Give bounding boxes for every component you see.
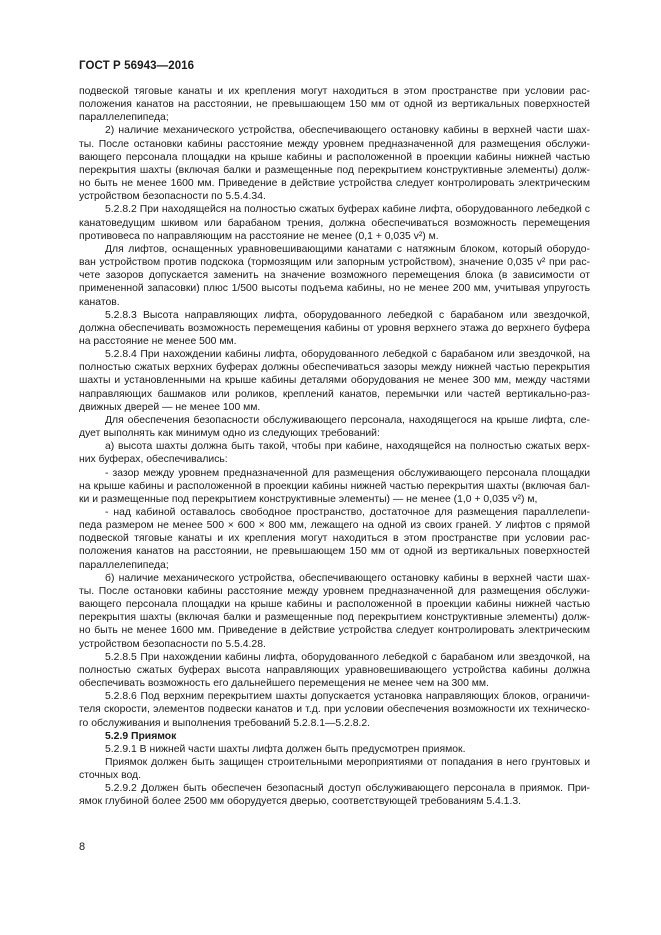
paragraph-5-2-8-4: 5.2.8.4 При нахождении кабины лифта, оборудованного лебедкой с барабаном или звездочкой, на полностью сжатых верхних буферах должны обеспечиваться зазоры между нижней частью перекрытия шахты и установленными на крыше кабины деталями оборудования не менее 300 мм, между частями направляющих башмаков или роликов, креплений канатов, перемычки или частей вертикально-раз-движных дверей — не менее 100 мм. — [79, 349, 590, 413]
paragraph-continuation: подвеской тяговые канаты и их крепления могут находиться в этом пространстве при условии рас-положения канатов на расстоянии, не превышающем 150 мм от одной из вертикальных поверхностей параллелепипеда; — [79, 86, 590, 124]
paragraph-pit-protection: Приямок должен быть защищен строительными мероприятиями от попадания в него грунтовых и сточных вод. — [79, 756, 590, 782]
paragraph-safety-requirements: Для обеспечения безопасности обслуживающего персонала, находящегося на крыше лифта, сле-дует выполнять как минимум одно из следующих требований: — [79, 414, 590, 440]
paragraph-5-2-8-3: 5.2.8.3 Высота направляющих лифта, оборудованного лебедкой с барабаном или звездочкой, должна обеспечивать возможность перемещения кабины от уровня верхнего этажа до верхнего буфера на расстояние не менее 500 мм. — [79, 309, 590, 347]
page-number: 8 — [79, 841, 86, 853]
paragraph-compensating-ropes: Для лифтов, оснащенных уравновешивающими канатами с натяжным блоком, который оборудо-ван устройством против подскока (тормозящим или запорным устройством), значение 0,035 v² при рас-чете зазоров допускается заменить на значение возможного перемещения блока (в зависимости от примененной запасовки) плюс 1/500 высоты подъема кабины, но не менее 200 мм, учитывая упругость канатов. — [79, 243, 590, 308]
paragraph-5-2-9-1: 5.2.9.1 В нижней части шахты лифта должен быть предусмотрен приямок. — [105, 743, 466, 755]
paragraph-5-2-8-5: 5.2.8.5 При нахождении кабины лифта, оборудованного лебедкой с барабаном или звездочкой, на полностью сжатых буферах высота направляющих уравновешивающего устройства кабины должна обеспечивать возможность его дальнейшего перемещения не менее чем на 300 мм. — [79, 651, 590, 690]
document-code: ГОСТ Р 56943—2016 — [79, 60, 195, 72]
paragraph-item-2: 2) наличие механического устройства, обеспечивающего остановку кабины в верхней части шах-ты. После остановки кабины расстояние между уровнем предназначенной для размещения обслужи-вающего персонала площадки на крыше кабины и расположенной в проекции кабины нижней частью перекрытия шахты (включая балки и размещенные под перекрытием конструктивные элементы) долж-но быть не менее 1600 мм. Приведение в действие устройства следует контролировать электрическим устройством безопасности по 5.5.4.34. — [79, 125, 590, 203]
body-text — [79, 85, 590, 809]
section-heading-pit: 5.2.9 Приямок — [105, 730, 177, 742]
paragraph-5-2-8-6: 5.2.8.6 Под верхним перекрытием шахты допускается установка направляющих блоков, ограничи-теля скорости, элементов подвески канатов и т.д. при условии обеспечения возможности их техническо-го обслуживания и выполнения требований 5.2.8.1—5.2.8.2. — [79, 691, 590, 729]
paragraph-item-b: б) наличие механического устройства, обеспечивающего остановку кабины в верхней части шах-ты. После остановки кабины расстояние между уровнем предназначенной для размещения обслужи-вающего персонала площадки на крыше кабины и расположенной в проекции кабины нижней частью перекрытия шахты (включая балки и размещенные под перекрытием конструктивные элементы) долж-но быть не менее 1600 мм. Приведение в действие устройства следует контролировать электрическим устройством безопасности по 5.5.4.28. — [79, 572, 590, 650]
paragraph-item-a: а) высота шахты должна быть такой, чтобы при кабине, находящейся на полностью сжатых верх-них буферах, обеспечивались: — [79, 441, 590, 466]
paragraph-dash-clearance: - зазор между уровнем предназначенной для размещения обслуживающего персонала площадки на крыше кабины и расположенной в проекции кабины нижней частью перекрытия шахты (включая бал-ки и размещенные под перекрытием конструктивные элементы) — не менее (1,0 + 0,035 v²) м, — [79, 467, 590, 505]
paragraph-5-2-9-2: 5.2.9.2 Должен быть обеспечен безопасный доступ обслуживающего персонала в приямок. При-ямок глубиной более 2500 мм оборудуется дверью, соответствующей требованиям 5.4.1.3. — [79, 783, 590, 808]
paragraph-5-2-8-2: 5.2.8.2 При находящейся на полностью сжатых буферах кабине лифта, оборудованного лебедкой с канатоведущим шкивом или барабаном трения, должна обеспечиваться возможность перемещения противовеса по направляющим на расстояние не менее (0,1 + 0,035 v²) м. — [79, 204, 590, 242]
paragraph-dash-free-space: - над кабиной оставалось свободное пространство, достаточное для размещения параллелепи-педа размером не менее 500 × 600 × 800 мм, лежащего на одной из своих граней. У лифтов с прямой подвеской тяговые канаты и их крепления могут находиться в этом пространстве при условии рас-положения канатов на расстоянии, не превышающем 150 мм от одной из вертикальных поверхностей параллелепипеда; — [79, 507, 590, 571]
